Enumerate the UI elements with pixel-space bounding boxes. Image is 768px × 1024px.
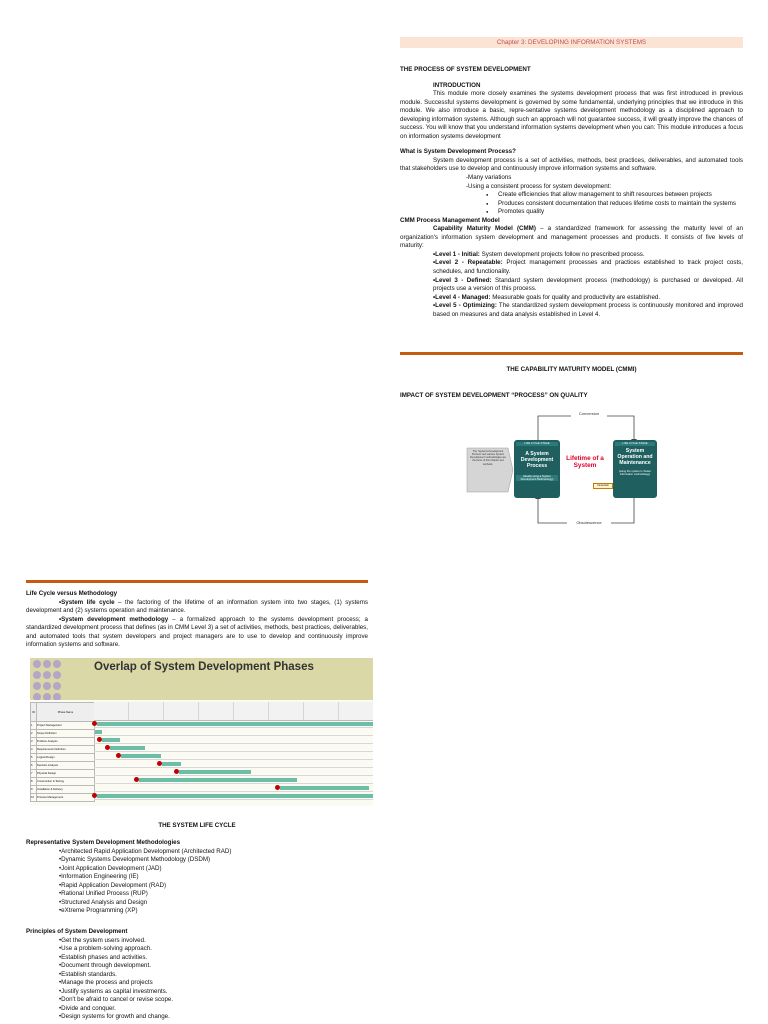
gantt-lane	[94, 728, 373, 736]
cmm-level	[433, 259, 743, 276]
timeline-header	[94, 702, 373, 721]
callout-text: The 'Systems Development Process' and various System Development methodologies are the focus of this chapter and textbook.	[470, 450, 506, 466]
gantt-lane	[94, 720, 373, 728]
row-id: 8	[31, 778, 37, 786]
cmm-text: – a standardized framework for assessing the maturity level of an organization's information system development and management processes and products. It consists of five levels of maturity:	[400, 225, 744, 250]
cmm-levels	[400, 251, 743, 319]
list-item: •Architected Rapid Application Development (Architected RAD)	[59, 847, 232, 855]
list-item: •Get the system users involved.	[59, 936, 146, 944]
table-row	[31, 786, 95, 794]
list-item: •Establish standards.	[59, 970, 117, 978]
cmm-level	[433, 302, 743, 319]
row-phase: Scope Definition	[37, 730, 95, 738]
operation-stage-box	[613, 440, 657, 498]
level-text: Standard system development process (methodology) is purchased or developed. All projects use a version of this process.	[433, 276, 743, 293]
sdp-title: What is System Development Process?	[400, 148, 516, 156]
col-phase: Phase Name	[37, 703, 95, 722]
list-item: •Manage the process and projects	[59, 979, 153, 987]
obsolescence-label: Obsolescence	[567, 520, 611, 526]
row-id: 4	[31, 746, 37, 754]
list-item: •Joint Application Development (JAD)	[59, 864, 162, 872]
gantt-lane	[94, 752, 373, 760]
sdp-text: System development process is a set of activities, methods, best practices, deliverables, and automated tools that stakeholders use to develop and continuously improve information systems and software.	[400, 156, 743, 173]
row-id: 3	[31, 738, 37, 746]
stage-subtitle: (ideally using a System Development Methodology)	[516, 475, 558, 481]
phase-bar	[280, 786, 369, 790]
sdp-bullet: ● Produces consistent documentation that reduces lifetime costs to maintain the systems	[486, 200, 743, 209]
sdp-list-item: -Many variations	[466, 174, 512, 182]
stage-title: System Operation and Maintenance	[617, 448, 653, 466]
slc-text: – the factoring of the lifetime of an information system into two stages, (1) systems development and (2) systems operation and maintenance.	[26, 598, 368, 615]
level-name: •Level 4 - Managed:	[433, 293, 491, 301]
stage-title: A System Development Process	[520, 451, 554, 469]
sdp-bullets	[400, 191, 743, 217]
section-heading: Principles of System Development	[26, 928, 128, 935]
slc-paragraph	[26, 599, 368, 616]
phase-bar	[97, 722, 373, 726]
cmm-level	[433, 277, 743, 294]
col-id: ID	[31, 703, 37, 722]
table-row	[31, 778, 95, 786]
chapter-banner: Chapter 3: DEVELOPING INFORMATION SYSTEMS	[400, 37, 743, 48]
gantt-lane	[94, 768, 373, 776]
stage-label: LIFE CYCLE STAGE	[516, 442, 558, 446]
cmm-title: CMM Process Management Model	[400, 216, 500, 224]
process-section	[400, 66, 743, 319]
row-phase: Physical Design	[37, 770, 95, 778]
table-row	[31, 730, 95, 738]
sdm-paragraph	[26, 616, 368, 650]
table-row	[31, 738, 95, 746]
table-row	[31, 754, 95, 762]
development-stage-box	[514, 440, 560, 498]
level-name: •Level 3 - Defined:	[433, 276, 492, 284]
phase-bar	[110, 746, 145, 750]
gantt-header-row	[31, 703, 95, 722]
methodologies-section	[26, 839, 368, 916]
level-text: Project management processes and practices established to track project costs, schedules, and functionality.	[433, 259, 743, 276]
principles-section	[26, 928, 368, 1022]
list-item: •Rapid Application Development (RAD)	[59, 881, 167, 889]
level-name: •Level 1 - Initial:	[433, 250, 480, 258]
gantt-header	[30, 658, 373, 700]
conversion-label: Conversion	[571, 411, 607, 417]
row-id: 2	[31, 730, 37, 738]
row-phase: Construction & Testing	[37, 778, 95, 786]
sdm-term: •System development methodology	[59, 615, 169, 623]
gantt-lane	[94, 784, 373, 792]
principles-list	[26, 937, 368, 1022]
phase-bar	[121, 754, 161, 758]
row-phase: Decision Analysis	[37, 762, 95, 770]
gantt-title: Overlap of System Development Phases	[94, 661, 314, 673]
table-row	[31, 794, 95, 802]
table-row	[31, 746, 95, 754]
gantt-lane	[94, 760, 373, 768]
gantt-phase-table	[30, 702, 95, 802]
list-item: •Design systems for growth and change.	[59, 1013, 170, 1021]
stage-label: LIFE CYCLE STAGE	[615, 442, 655, 446]
sdp-bullet: ● Create efficiencies that allow management to shift resources between projects	[486, 191, 743, 200]
gantt-lane	[94, 792, 373, 800]
list-item: •Document through development.	[59, 962, 151, 970]
table-row	[31, 722, 95, 730]
row-phase: Problem Analysis	[37, 738, 95, 746]
gantt-chart	[30, 702, 373, 806]
level-text: Measurable goals for quality and productivity are established.	[490, 293, 661, 301]
phase-bar	[162, 762, 181, 766]
decorative-circles	[30, 658, 66, 700]
level-text: System development projects follow no prescribed process.	[479, 250, 645, 258]
phase-bar	[102, 738, 120, 742]
section-divider	[400, 352, 743, 355]
gantt-lane	[94, 736, 373, 744]
list-item: •Divide and conquer.	[59, 1004, 116, 1012]
slc-term: •System life cycle	[59, 598, 115, 606]
gantt-figure	[30, 658, 373, 806]
methodology-list	[26, 848, 368, 916]
section-divider	[26, 580, 368, 583]
phase-bar	[95, 730, 102, 734]
impact-heading: IMPACT OF SYSTEM DEVELOPMENT “PROCESS” ON QUALITY	[400, 392, 588, 399]
cmm-level	[433, 251, 743, 260]
row-phase: Requirements Definition	[37, 746, 95, 754]
lifecycle-section	[26, 590, 368, 650]
section-heading: THE PROCESS OF SYSTEM DEVELOPMENT	[400, 66, 531, 73]
gantt-lane	[94, 776, 373, 784]
level-name: •Level 5 - Optimizing:	[433, 302, 497, 310]
sdm-text: – a formalized approach to the systems development process; a standardized development process that defines (as in CMM Level 3) a set of activities, methods, best practices, deliverables, and automated tools that system developers and project managers are to use to develop and continuously improve information systems and software.	[26, 615, 369, 649]
list-item: •Rational Unified Process (RUP)	[59, 890, 148, 898]
stage-subtitle: (using the system's chosen information methodology)	[618, 469, 652, 477]
row-phase: Logical Design	[37, 754, 95, 762]
list-item: •Establish phases and activities.	[59, 953, 148, 961]
phase-bar	[139, 778, 297, 782]
intro-text: This module more closely examines the systems development process that was first introduced in previous module. Successful systems development is governed by some fundamental, underlying principles that we introduce in this module. We also introduce a basic, repre-sentative systems development methodology as a disciplined approach to developing information systems. Although such an approach will not guarantee success, it will greatly improve the chances of success. You will know that you understand information systems development when you can: This module introduces a focus on information systems development	[400, 90, 743, 140]
list-item: •Information Engineering (IE)	[59, 873, 139, 881]
row-id: 9	[31, 786, 37, 794]
cmm-term: Capability Maturity Model (CMM)	[433, 225, 536, 233]
row-id: 5	[31, 754, 37, 762]
cmm-level	[433, 294, 743, 303]
row-phase: Process Management	[37, 794, 95, 802]
row-id: 1	[31, 722, 37, 730]
row-phase: Project Management	[37, 722, 95, 730]
section-heading: Representative System Development Methodologies	[26, 839, 181, 846]
list-item: •eXtreme Programming (XP)	[59, 907, 138, 915]
system-life-cycle-caption: THE SYSTEM LIFE CYCLE	[158, 822, 236, 829]
row-id: 10	[31, 794, 37, 802]
conversion-tag: Conversion	[593, 483, 613, 489]
row-id: 7	[31, 770, 37, 778]
level-name: •Level 2 - Repeatable:	[433, 259, 503, 267]
row-id: 6	[31, 762, 37, 770]
life-cycle-diagram	[463, 410, 653, 528]
level-text: The standardized system development process is continuously monitored and improved based on measures and data analysis established in Level 4.	[433, 302, 743, 318]
sdp-bullet: ● Promotes quality	[486, 208, 743, 217]
gantt-lane	[94, 744, 373, 752]
table-row	[31, 770, 95, 778]
timeline-grid	[94, 720, 373, 802]
row-phase: Installation & Delivery	[37, 786, 95, 794]
list-item: •Don't be afraid to cancel or revise scope.	[59, 996, 174, 1004]
section-heading: Life Cycle versus Methodology	[26, 590, 118, 597]
list-item: •Structured Analysis and Design	[59, 898, 148, 906]
lifetime-label: Lifetime of a System	[566, 455, 604, 470]
list-item: •Justify systems as capital investments.	[59, 987, 168, 995]
intro-title: INTRODUCTION	[433, 81, 481, 89]
cmm-paragraph	[400, 225, 743, 251]
table-row	[31, 762, 95, 770]
list-item: •Dynamic Systems Development Methodology (DSDM)	[59, 856, 211, 864]
phase-bar	[97, 794, 373, 798]
cmmi-caption: THE CAPABILITY MATURITY MODEL (CMMI)	[506, 366, 637, 373]
sdp-list-item: -Using a consistent process for system development:	[466, 182, 612, 190]
phase-bar	[179, 770, 251, 774]
list-item: •Use a problem-solving approach.	[59, 945, 152, 953]
